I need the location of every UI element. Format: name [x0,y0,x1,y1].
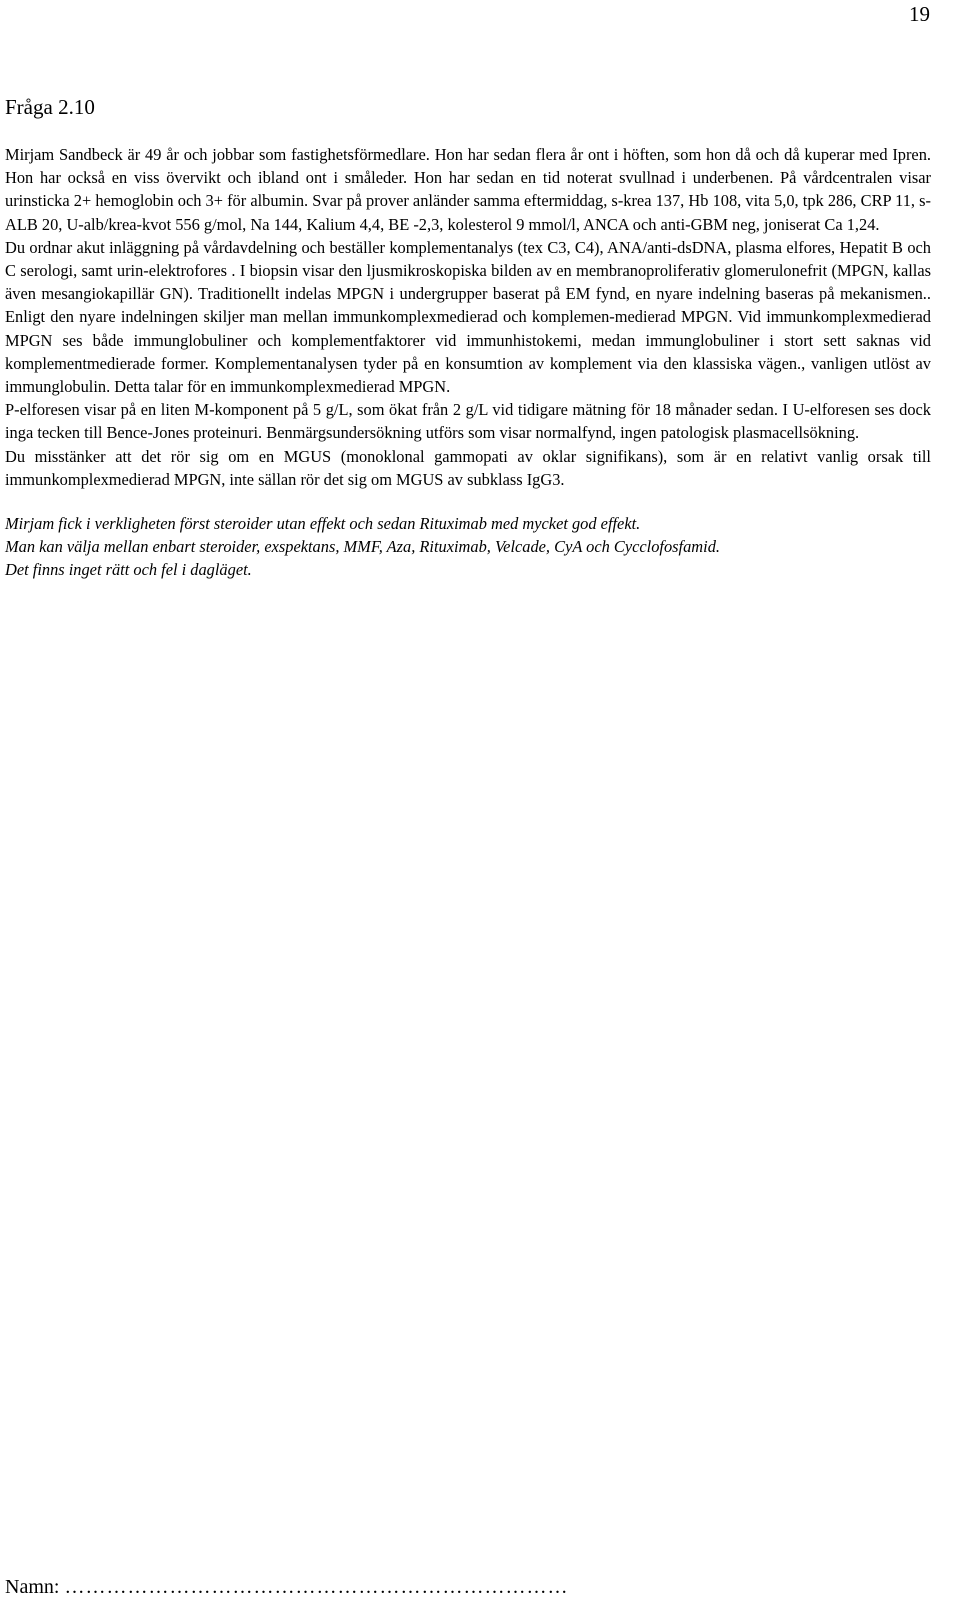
question-body [5,143,931,582]
paragraph-diagnosis: Du misstänker att det rör sig om en MGUS (monoklonal gammopati av oklar signifikans), som är en relativt vanlig orsak till immunkomplexmedierad MPGN, inte sällan rör det sig om MGUS av subklass IgG3. [5,446,931,489]
name-dotted-line: ……………………………………………………………… [64,1576,569,1598]
question-title: Fråga 2.10 [5,95,95,119]
name-field[interactable] [5,1575,568,1599]
note-line: Man kan välja mellan enbart steroider, exspektans, MMF, Aza, Rituximab, Velcade, CyA och Cycclofosfamid. [5,537,720,557]
paragraph-case-history: Mirjam Sandbeck är 49 år och jobbar som fastighetsförmedlare. Hon har sedan flera år ont i höften, som hon då och då kuperar med Ipren. Hon har också en viss övervikt och ibland ont i småleder. Hon har sedan en tid noterat svullnad i underbenen. På vårdcentralen visar urinsticka 2+ hemoglobin och 3+ för albumin. Svar på prover anländer samma eftermiddag, s-krea 137, Hb 108, vita 5,0, tpk 286, CRP 11, s-ALB 20, U-alb/krea-kvot 556 g/mol, Na 144, Kalium 4,4, BE -2,3, kolesterol 9 mmol/l, ANCA och anti-GBM neg, joniserat Ca 1,24. [5,145,931,234]
name-label: Namn: [5,1576,60,1598]
page-number: 19 [909,2,930,26]
note-line: Mirjam fick i verkligheten först steroider utan effekt och sedan Rituximab med mycket god effekt. [5,514,641,534]
treatment-notes [5,512,931,582]
paragraph-electrophoresis: P-elforesen visar på en liten M-komponent på 5 g/L, som ökat från 2 g/L vid tidigare mätning för 18 månader sedan. I U-elforesen ses dock inga tecken till Bence-Jones proteinuri. Benmärgsundersökning utförs som visar normalfynd, ingen patologisk plasmacellsökning. [5,400,931,443]
paragraph-investigation: Du ordnar akut inläggning på vårdavdelning och beställer komplementanalys (tex C3, C4), ANA/anti-dsDNA, plasma elfores, Hepatit B och C serologi, samt urin-elektrofores . I biopsin visar den ljusmikroskopiska bilden av en membranoproliferativ glomerulonefrit (MPGN, kallas även mesangiokapillär GN). Traditionellt indelas MPGN i undergrupper baserat på EM fynd, en nyare indelning baseras på mekanismen.. Enligt den nyare indelningen skiljer man mellan immunkomplexmedierad och komplemen-medierad MPGN. Vid immunkomplexmedierad MPGN ses både immunglobuliner och komplementfaktorer vid immunhistokemi, medan immunglobuliner i stort sett saknas vid komplementmedierade former. Komplementanalysen tyder på en konsumtion av komplement via den klassiska vägen., vanligen utlöst av immunglobulin. Detta talar för en immunkomplexmedierad MPGN. [5,237,931,397]
note-line: Det finns inget rätt och fel i dagläget. [5,560,252,580]
